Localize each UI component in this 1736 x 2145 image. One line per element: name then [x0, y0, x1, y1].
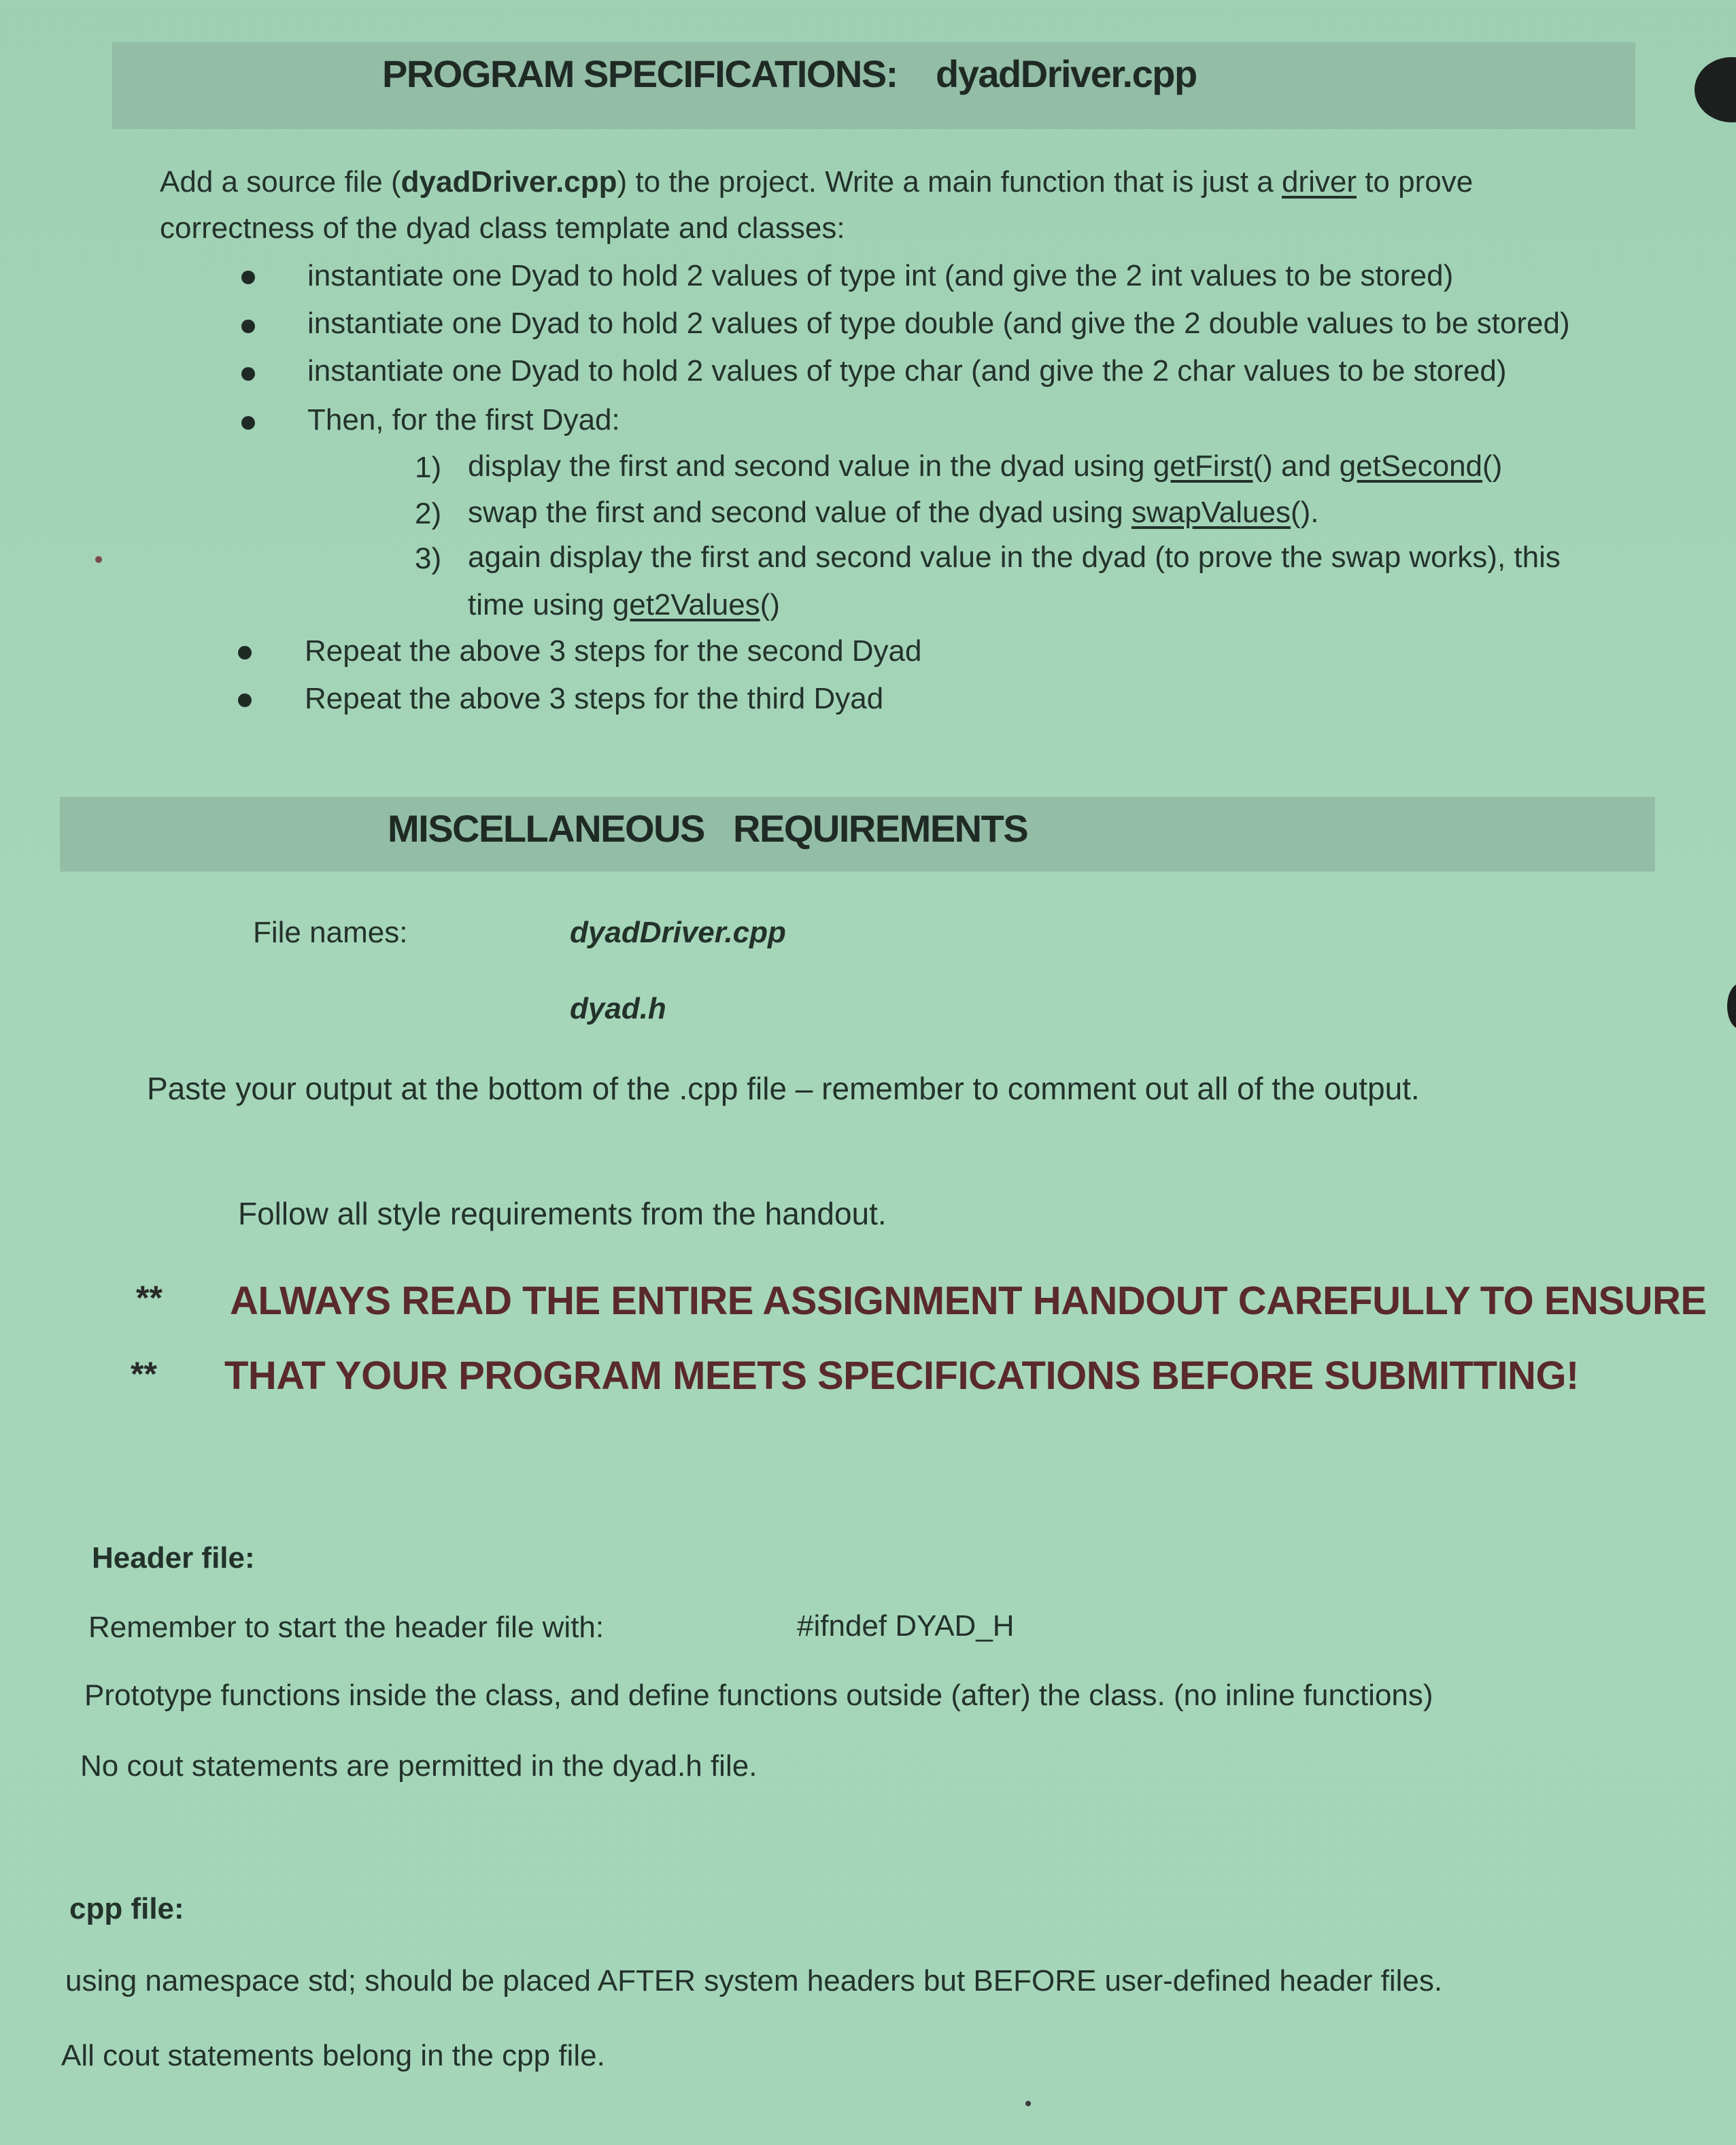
warning-line: THAT YOUR PROGRAM MEETS SPECIFICATIONS BEFORE SUBMITTING!: [224, 1354, 1579, 1398]
header-no-cout: No cout statements are permitted in the dyad.h file.: [80, 1749, 758, 1783]
bullet-item: Repeat the above 3 steps for the second Dyad: [305, 634, 922, 668]
warning-line: ALWAYS READ THE ENTIRE ASSIGNMENT HANDOUT CAREFULLY TO ENSURE: [230, 1279, 1707, 1323]
speck: [95, 556, 102, 563]
step-number: 2): [415, 497, 442, 530]
bullet-item: instantiate one Dyad to hold 2 values of type double (and give the 2 double values to be stored): [307, 307, 1570, 340]
step-3: again display the first and second value in the dyad (to prove the swap works), this: [468, 540, 1561, 574]
bullet-item: Then, for the first Dyad:: [307, 403, 620, 436]
header-file-heading: Header file:: [92, 1541, 255, 1575]
step-number: 1): [415, 451, 442, 484]
step-2: swap the first and second value of the dyad using swapValues().: [468, 496, 1319, 529]
section-title-program-specifications: PROGRAM SPECIFICATIONS: dyadDriver.cpp: [382, 52, 1197, 95]
header-prototype: Prototype functions inside the class, and define functions outside (after) the class. (no inline functions): [84, 1679, 1433, 1712]
file-names-label: File names:: [253, 916, 408, 949]
binder-hole-icon: [1727, 983, 1736, 1029]
header-remember: Remember to start the header file with:: [88, 1611, 605, 1644]
paste-instruction: Paste your output at the bottom of the .cpp file – remember to comment out all of the output.: [147, 1071, 1420, 1106]
warning-stars: **: [136, 1279, 163, 1317]
intro-line-1: Add a source file (dyadDriver.cpp) to the project. Write a main function that is just a driver to prove: [160, 165, 1474, 199]
follow-instruction: Follow all style requirements from the handout.: [238, 1196, 887, 1231]
warning-stars: **: [131, 1355, 157, 1393]
section-title-miscellaneous: MISCELLANEOUS REQUIREMENTS: [388, 807, 1028, 850]
bullet-icon: [238, 646, 252, 659]
intro-line-2: correctness of the dyad class template and classes:: [160, 211, 845, 245]
file-name: dyad.h: [570, 992, 666, 1025]
cpp-namespace: using namespace std; should be placed AFTER system headers but BEFORE user-defined header files.: [65, 1964, 1443, 1997]
binder-hole-icon: [1695, 57, 1736, 122]
bullet-item: Repeat the above 3 steps for the third Dyad: [305, 682, 884, 715]
bullet-icon: [241, 271, 255, 284]
speck: [1025, 2101, 1031, 2106]
file-name: dyadDriver.cpp: [570, 916, 786, 949]
cpp-file-heading: cpp file:: [69, 1892, 184, 1925]
bullet-item: instantiate one Dyad to hold 2 values of type int (and give the 2 int values to be stored): [307, 259, 1454, 292]
step-number: 3): [415, 542, 442, 575]
bullet-icon: [238, 693, 252, 707]
cpp-all-cout: All cout statements belong in the cpp file.: [61, 2039, 605, 2072]
step-1: display the first and second value in the dyad using getFirst() and getSecond(): [468, 449, 1503, 483]
header-ifndef: #ifndef DYAD_H: [797, 1609, 1015, 1643]
bullet-icon: [241, 320, 255, 333]
bullet-icon: [241, 416, 255, 430]
bullet-icon: [241, 367, 255, 381]
bullet-item: instantiate one Dyad to hold 2 values of type char (and give the 2 char values to be stored): [307, 354, 1507, 388]
step-3-continued: time using get2Values(): [468, 588, 780, 621]
